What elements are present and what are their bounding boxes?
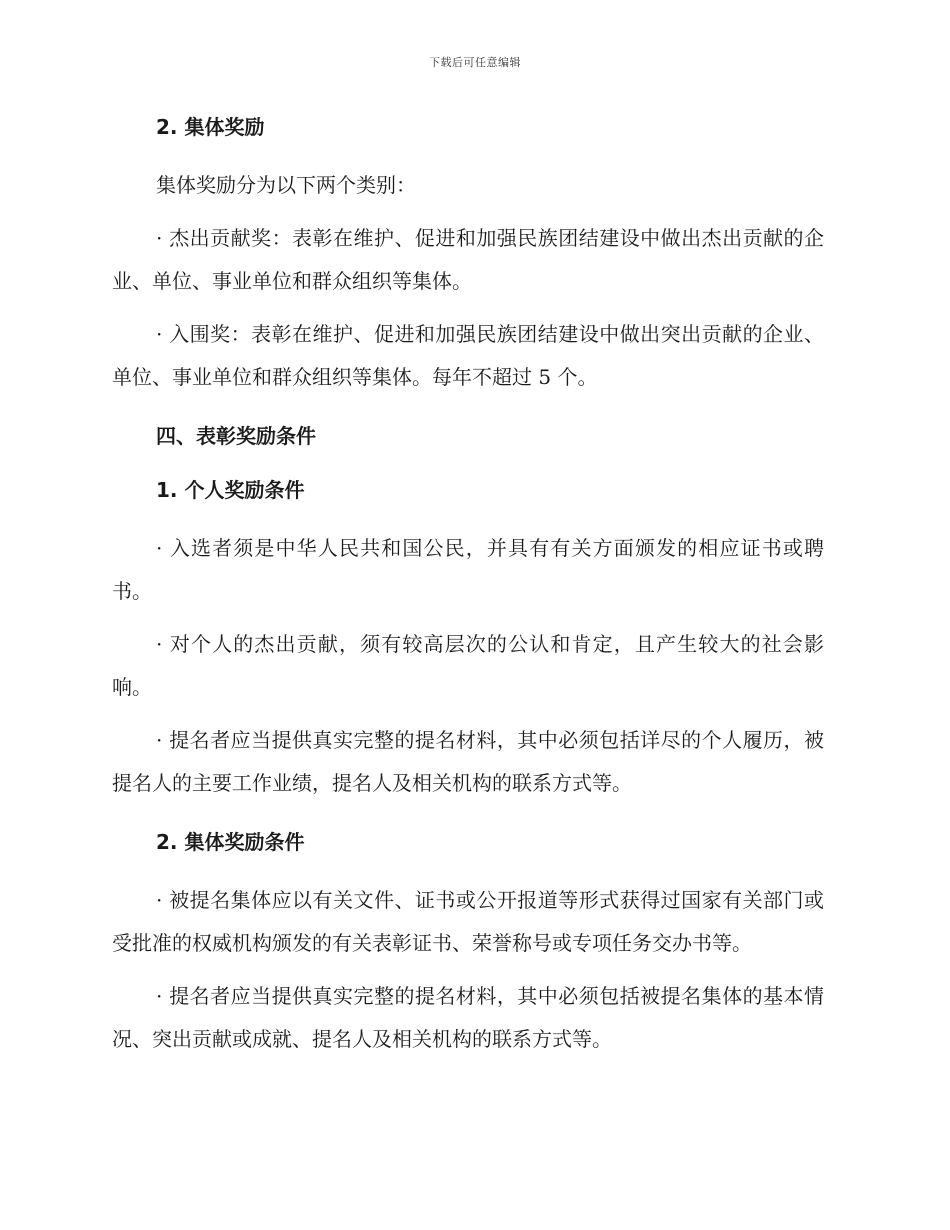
paragraph-individual-condition-2: · 对个人的杰出贡献，须有较高层次的公认和肯定，且产生较大的社会影响。 — [112, 632, 824, 699]
document-body — [112, 110, 824, 1061]
paragraph-individual-condition-1: · 入选者须是中华人民共和国公民，并具有有关方面颁发的相应证书或聘书。 — [112, 536, 824, 603]
section-heading-award-conditions: 四、表彰奖励条件 — [156, 424, 316, 448]
header-note: 下载后可任意编辑 — [429, 56, 521, 69]
paragraph-outstanding-contribution-award: · 杰出贡献奖：表彰在维护、促进和加强民族团结建设中做出杰出贡献的企业、单位、事业单位和群众组织等集体。 — [112, 226, 824, 293]
paragraph-collective-categories: 集体奖励分为以下两个类别： — [156, 173, 416, 197]
paragraph-individual-condition-3: · 提名者应当提供真实完整的提名材料，其中必须包括详尽的个人履历，被提名人的主要工作业绩，提名人及相关机构的联系方式等。 — [112, 728, 824, 795]
paragraph-finalist-award: · 入围奖：表彰在维护、促进和加强民族团结建设中做出突出贡献的企业、单位、事业单位和群众组织等集体。每年不超过 5 个。 — [112, 322, 824, 389]
section-heading-collective-award: 2. 集体奖励 — [156, 115, 265, 139]
paragraph-collective-condition-1: · 被提名集体应以有关文件、证书或公开报道等形式获得过国家有关部门或受批准的权威机构颁发的有关表彰证书、荣誉称号或专项任务交办书等。 — [112, 888, 824, 955]
section-heading-collective-conditions: 2. 集体奖励条件 — [156, 830, 305, 854]
paragraph-collective-condition-2: · 提名者应当提供真实完整的提名材料，其中必须包括被提名集体的基本情况、突出贡献或成就、提名人及相关机构的联系方式等。 — [112, 984, 824, 1051]
section-heading-individual-conditions: 1. 个人奖励条件 — [156, 478, 305, 502]
